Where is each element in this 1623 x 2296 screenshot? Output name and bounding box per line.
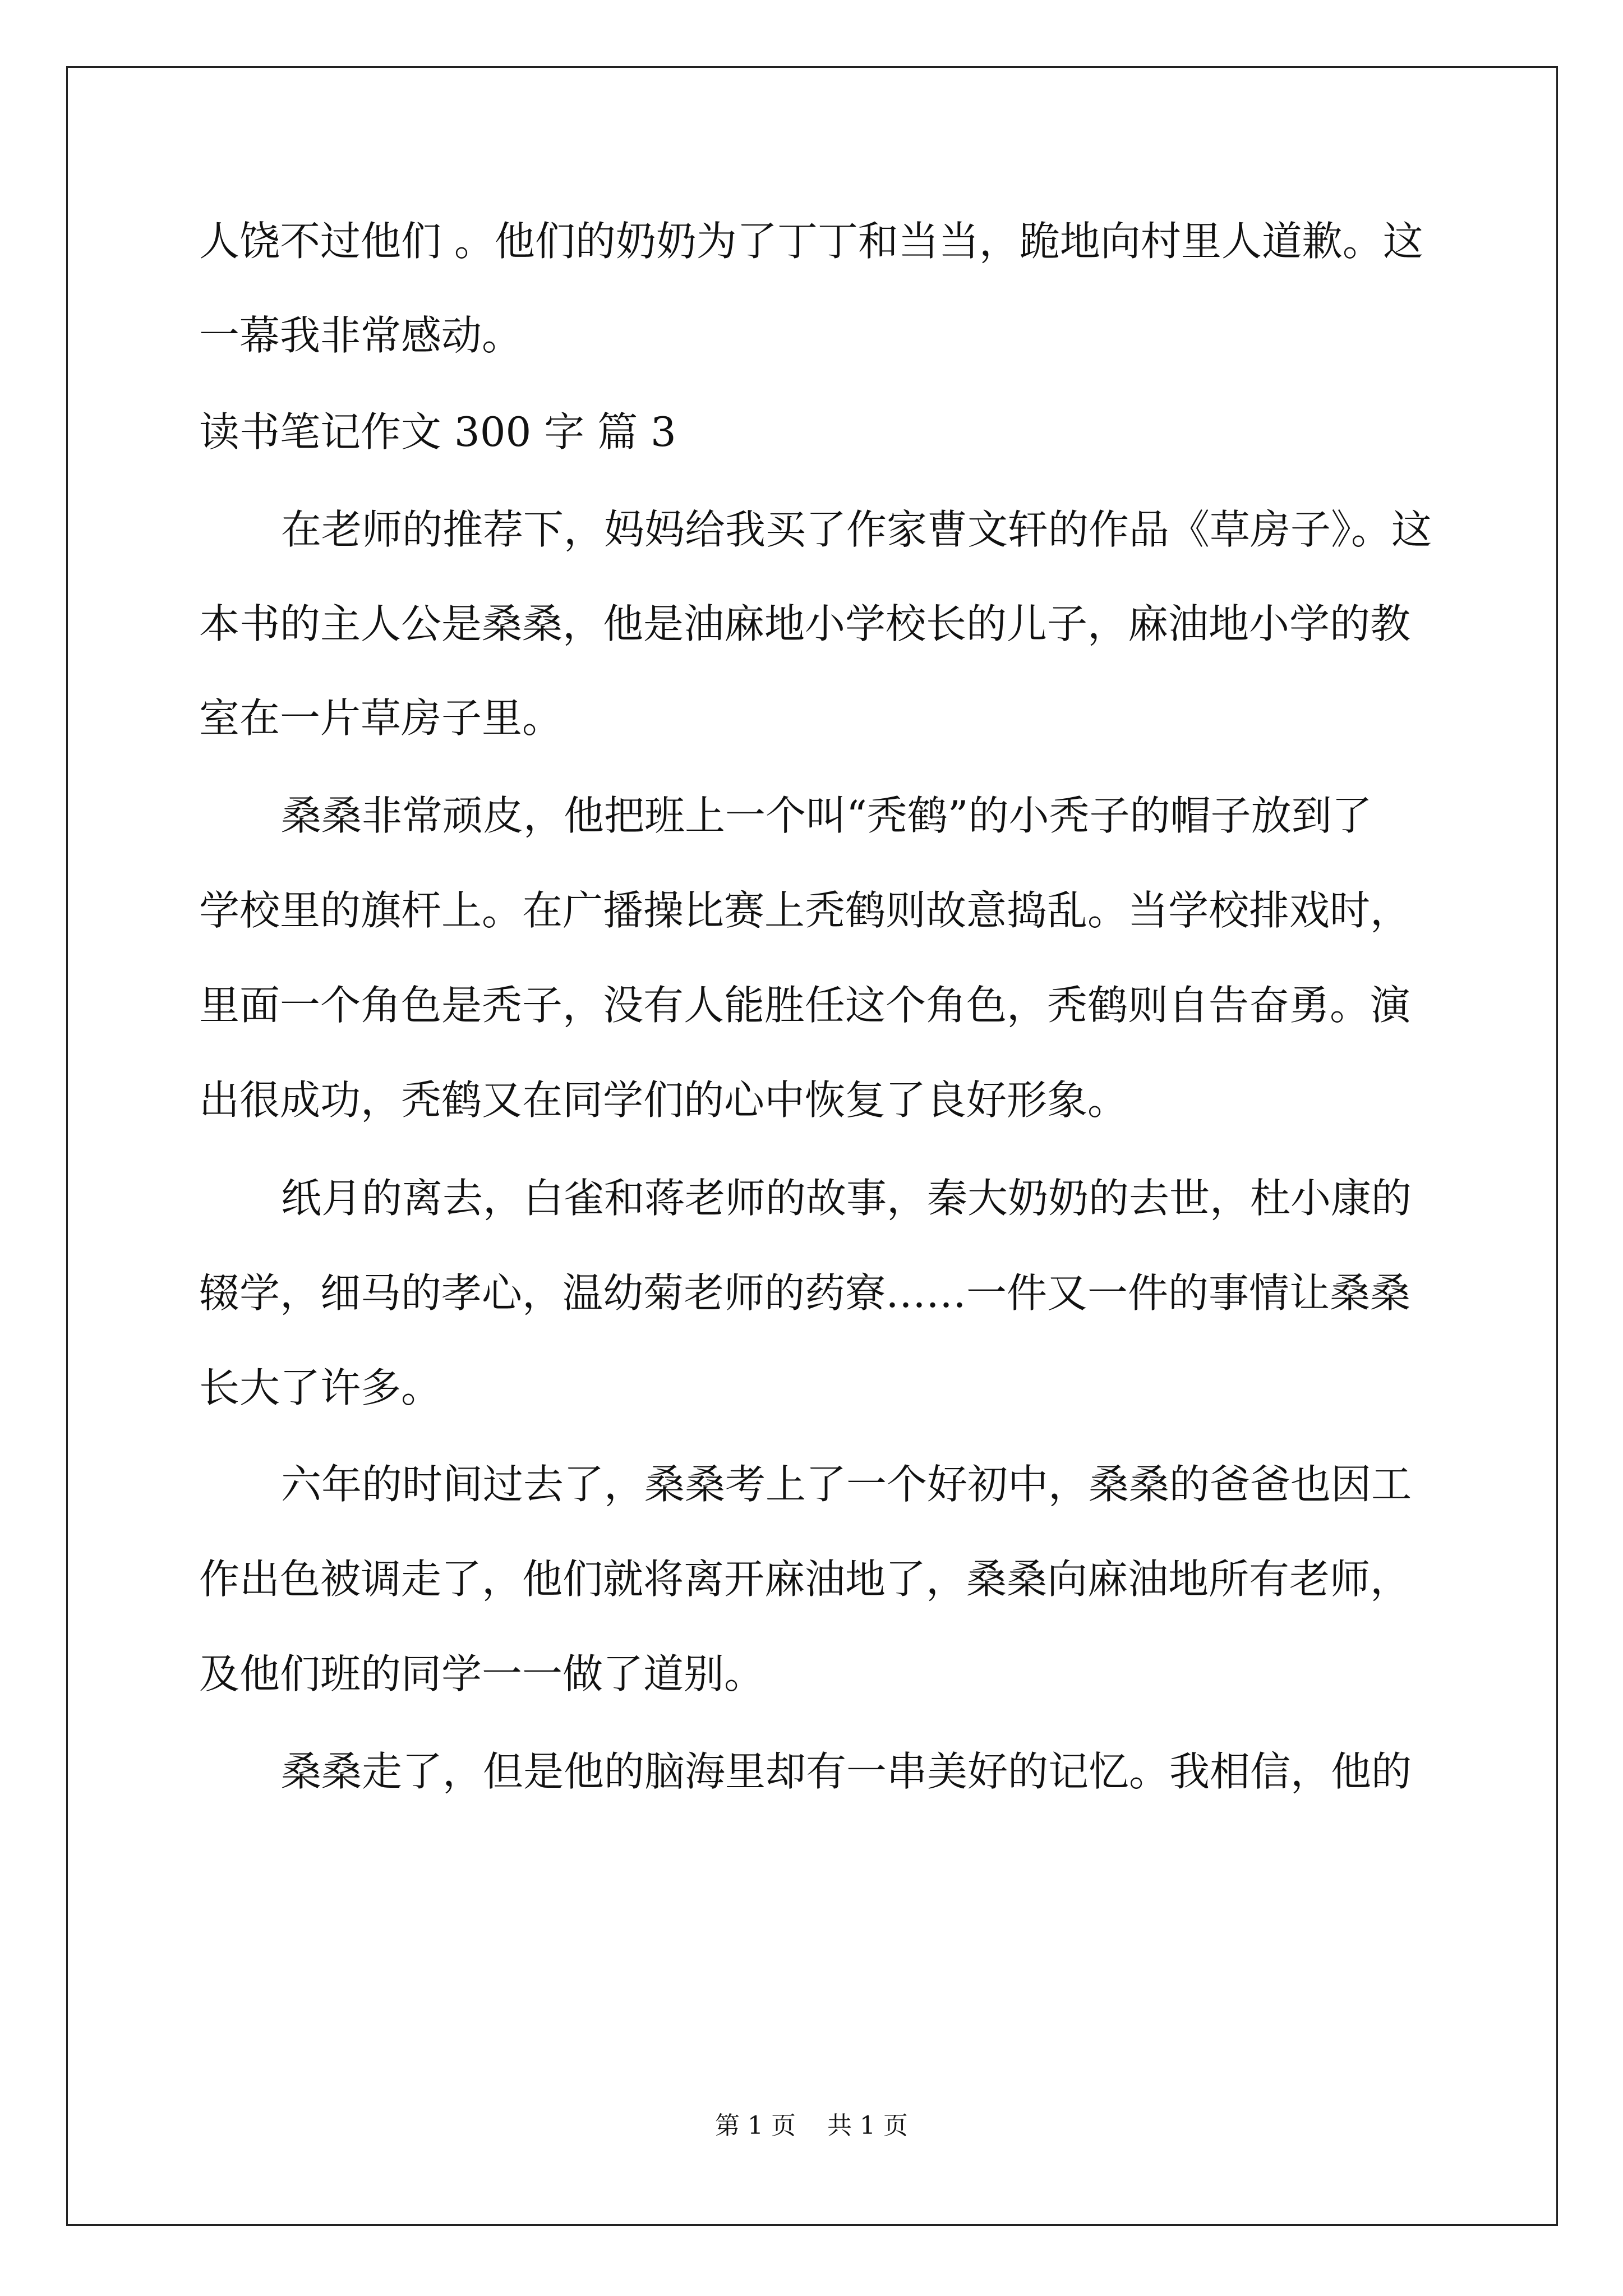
- body-line: 里面一个角色是秃子，没有人能胜任这个角色，秃鹤则自告奋勇。演: [199, 982, 1411, 1029]
- body-line: 人饶不过他们 。他们的奶奶为了丁丁和当当，跪地向村里人道歉。这: [199, 218, 1423, 265]
- section-heading: 读书笔记作文 300 字 篇 3: [199, 408, 676, 455]
- body-line: 出很成功，秃鹤又在同学们的心中恢复了良好形象。: [199, 1076, 1128, 1124]
- body-line: 辍学，细马的孝心，温幼菊老师的药寮……一件又一件的事情让桑桑: [199, 1269, 1411, 1317]
- page-frame: [66, 66, 1558, 2226]
- body-line: 六年的时间过去了，桑桑考上了一个好初中，桑桑的爸爸也因工: [281, 1461, 1412, 1508]
- page-footer: 第 1 页 共 1 页: [715, 2111, 908, 2140]
- body-line: 长大了许多。: [199, 1364, 442, 1411]
- body-line: 纸月的离去，白雀和蒋老师的故事，秦大奶奶的去世，杜小康的: [281, 1175, 1412, 1222]
- body-line: 作出色被调走了，他们就将离开麻油地了，桑桑向麻油地所有老师，: [199, 1556, 1411, 1603]
- body-line: 及他们班的同学一一做了道别。: [199, 1650, 765, 1697]
- body-line: 学校里的旗杆上。在广播操比赛上秃鹤则故意捣乱。当学校排戏时，: [199, 887, 1411, 934]
- body-line: 室在一片草房子里。: [199, 694, 563, 742]
- body-line: 在老师的推荐下，妈妈给我买了作家曹文轩的作品《草房子》。这: [281, 506, 1432, 553]
- body-line: 桑桑走了，但是他的脑海里却有一串美好的记忆。我相信，他的: [281, 1748, 1412, 1795]
- body-line: 桑桑非常顽皮，他把班上一个叫“秃鹤”的小秃子的帽子放到了: [281, 792, 1372, 839]
- body-line: 本书的主人公是桑桑，他是油麻地小学校长的儿子，麻油地小学的教: [199, 600, 1411, 647]
- body-line: 一幕我非常感动。: [199, 312, 523, 359]
